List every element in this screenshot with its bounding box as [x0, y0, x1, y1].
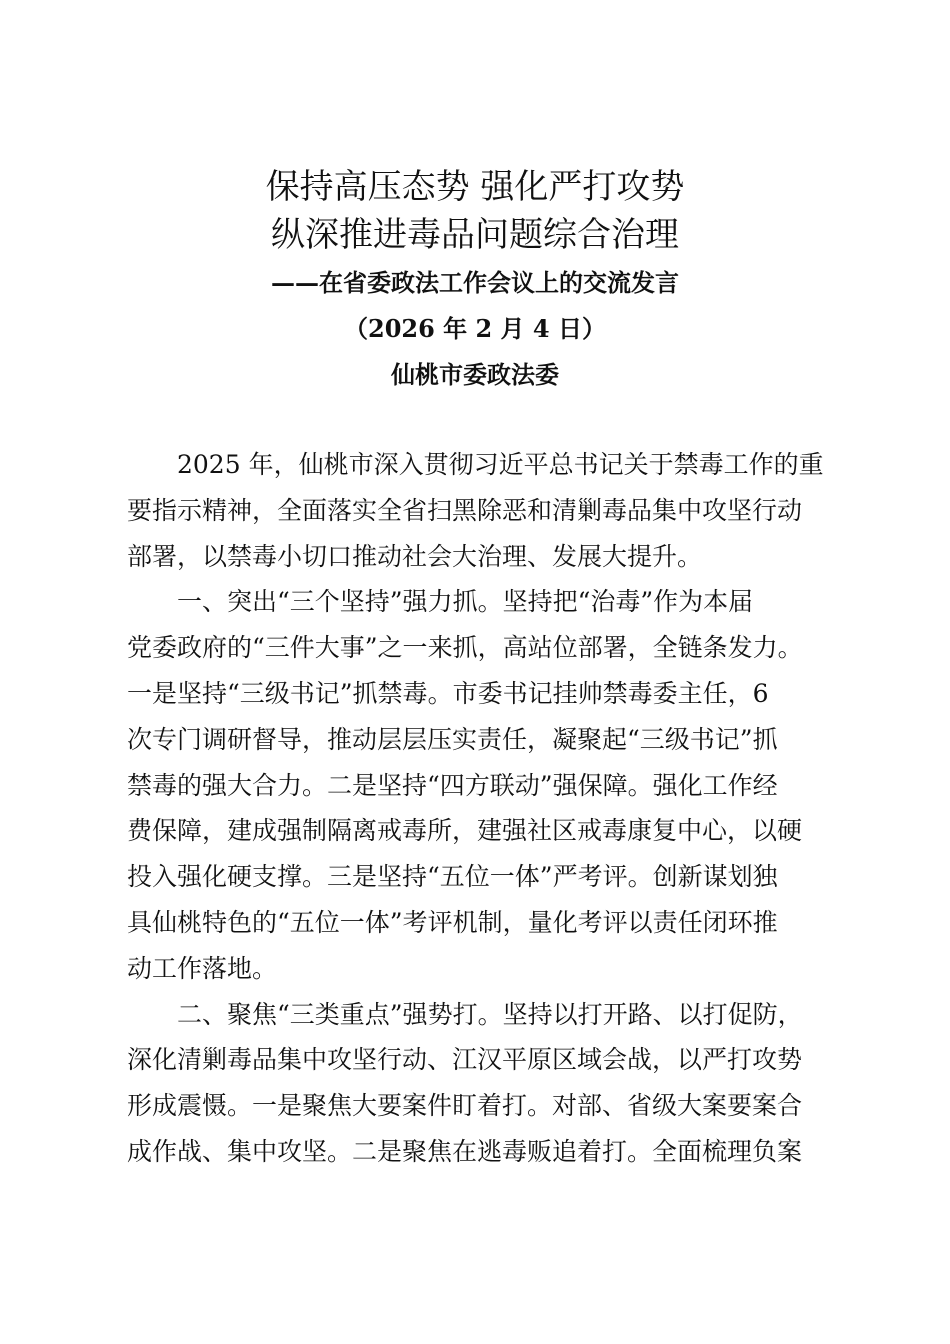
- organization-name: 仙桃市委政法委: [391, 360, 559, 389]
- title-line-2: 纵深推进毒品问题综合治理: [271, 215, 679, 255]
- body-line: 成作战、集中攻坚。二是聚焦在逃毒贩追着打。全面梳理负案: [127, 1136, 803, 1166]
- body-line: 党委政府的“三件大事”之一来抓，高站位部署，全链条发力。: [127, 633, 803, 663]
- body-line: 次专门调研督导，推动层层压实责任，凝聚起“三级书记”抓: [127, 724, 778, 754]
- body-line: 禁毒的强大合力。二是坚持“四方联动”强保障。强化工作经: [127, 770, 778, 800]
- subtitle: ——在省委政法工作会议上的交流发言: [271, 268, 679, 297]
- body-line: 二、聚焦“三类重点”强势打。坚持以打开路、以打促防，: [127, 999, 803, 1029]
- body-line: 动工作落地。: [127, 953, 278, 983]
- speech-date: （2026 年 2 月 4 日）: [344, 314, 606, 343]
- body-line: 形成震慑。一是聚焦大要案件盯着打。对部、省级大案要案合: [127, 1091, 803, 1121]
- body-line: 具仙桃特色的“五位一体”考评机制，量化考评以责任闭环推: [127, 907, 778, 937]
- body-line: 部署，以禁毒小切口推动社会大治理、发展大提升。: [127, 541, 703, 571]
- body-line: 2025 年，仙桃市深入贯彻习近平总书记关于禁毒工作的重: [127, 450, 824, 479]
- header-block: [0, 163, 950, 395]
- body-line: 要指示精神，全面落实全省扫黑除恶和清剿毒品集中攻坚行动: [127, 495, 803, 525]
- body-line: 一、突出“三个坚持”强力抓。坚持把“治毒”作为本届: [127, 587, 754, 617]
- body-line: 一是坚持“三级书记”抓禁毒。市委书记挂帅禁毒委主任，6: [127, 678, 769, 708]
- body-line: 投入强化硬支撑。三是坚持“五位一体”严考评。创新谋划独: [127, 862, 778, 892]
- body-text: [127, 442, 839, 1175]
- body-line: 深化清剿毒品集中攻坚行动、江汉平原区域会战，以严打攻势: [127, 1045, 803, 1075]
- body-line: 费保障，建成强制隔离戒毒所，建强社区戒毒康复中心，以硬: [127, 816, 803, 846]
- title-line-1: 保持高压态势 强化严打攻势: [265, 167, 685, 207]
